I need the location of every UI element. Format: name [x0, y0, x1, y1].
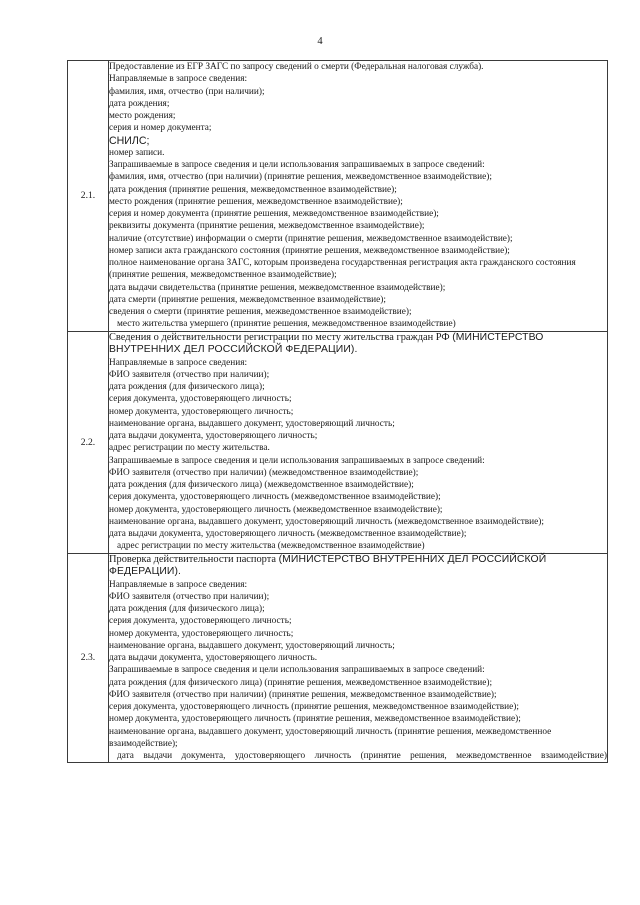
item-title-agency: (МИНИСТЕРСТВО ВНУТРЕННИХ ДЕЛ РОССИЙСКОЙ ФЕДЕРАЦИИ). — [109, 553, 547, 577]
item-line: дата рождения; — [109, 98, 170, 109]
item-number: 2.2. — [68, 331, 109, 553]
item-line: дата выдачи документа, удостоверяющего личность (принятие решения, межведомственное взаимодействие) — [117, 751, 607, 761]
item-line: номер записи акта гражданского состояния (принятие решения, межведомственное взаимодействие); — [109, 245, 510, 256]
item-line: Направляемые в запросе сведения: — [109, 74, 248, 85]
item-line: дата выдачи документа, удостоверяющего личность (межведомственное взаимодействие); — [109, 529, 467, 539]
item-line: наименование органа, выдавшего документ, удостоверяющий личность (принятие решения, межведомственное взаимодействие); — [109, 726, 552, 749]
item-line: дата выдачи свидетельства (принятие решения, межведомственное взаимодействие); — [109, 282, 446, 293]
requirements-table — [67, 60, 608, 763]
item-line: ФИО заявителя (отчество при наличии); — [109, 591, 270, 602]
page-number: 4 — [317, 36, 323, 47]
item-line: Предоставление из ЕГР ЗАГС по запросу сведений о смерти (Федеральная налоговая служба). — [109, 62, 484, 72]
item-content — [109, 553, 608, 763]
item-line: адрес регистрации по месту жительства. — [109, 443, 270, 454]
item-line: номер документа, удостоверяющего личность; — [109, 406, 294, 417]
item-line: дата рождения (принятие решения, межведомственное взаимодействие); — [109, 184, 397, 195]
item-line: номер документа, удостоверяющего личность (межведомственное взаимодействие); — [109, 504, 443, 515]
item-line: ФИО заявителя (отчество при наличии) (принятие решения, межведомственное взаимодействие); — [109, 689, 497, 700]
item-number: 2.1. — [68, 61, 109, 332]
item-line: место жительства умершего (принятие решения, межведомственное взаимодействие) — [117, 319, 456, 330]
item-line: ФИО заявителя (отчество при наличии) (межведомственное взаимодействие); — [109, 467, 419, 478]
item-line: Запрашиваемые в запросе сведения и цели использования запрашиваемых в запросе сведений: — [109, 665, 485, 676]
table-row — [68, 61, 608, 332]
item-line: Запрашиваемые в запросе сведения и цели использования запрашиваемых в запросе сведений: — [109, 455, 485, 466]
item-line: дата рождения (для физического лица) (принятие решения, межведомственное взаимодействие); — [109, 677, 493, 688]
item-line: наличие (отсутствие) информации о смерти (принятие решения, межведомственное взаимодействие); — [109, 233, 513, 244]
item-line: место рождения; — [109, 111, 176, 121]
item-line: наименование органа, выдавшего документ, удостоверяющий личность; — [109, 640, 395, 651]
item-line: Направляемые в запросе сведения: — [109, 579, 248, 590]
item-line: сведения о смерти (принятие решения, межведомственное взаимодействие); — [109, 307, 412, 317]
item-line: серия документа, удостоверяющего личность; — [109, 616, 292, 627]
item-line: фамилия, имя, отчество (при наличии) (принятие решения, межведомственное взаимодействие); — [109, 172, 492, 183]
item-line: реквизиты документа (принятие решения, межведомственное взаимодействие); — [109, 221, 425, 232]
item-line: дата рождения (для физического лица) (межведомственное взаимодействие); — [109, 480, 414, 490]
item-line: номер документа, удостоверяющего личность (принятие решения, межведомственное взаимодействие); — [109, 714, 521, 725]
item-line: серия и номер документа; — [109, 123, 212, 134]
item-number: 2.3. — [68, 553, 109, 763]
item-title — [109, 554, 607, 579]
item-line: дата рождения (для физического лица); — [109, 604, 265, 614]
item-line: номер записи. — [109, 147, 165, 158]
item-line: серия документа, удостоверяющего личность (принятие решения, межведомственное взаимодействие); — [109, 702, 519, 712]
item-line: фамилия, имя, отчество (при наличии); — [109, 86, 265, 97]
item-line: серия и номер документа (принятие решения, межведомственное взаимодействие); — [109, 209, 439, 219]
item-line: дата выдачи документа, удостоверяющего личность. — [109, 653, 318, 663]
item-line: серия документа, удостоверяющего личность; — [109, 394, 292, 405]
item-line: номер документа, удостоверяющего личность; — [109, 628, 294, 639]
item-line: СНИЛС; — [109, 134, 150, 147]
table-row — [68, 553, 608, 763]
item-line: место рождения (принятие решения, межведомственное взаимодействие); — [109, 196, 403, 207]
item-line: дата рождения (для физического лица); — [109, 382, 265, 392]
item-title — [109, 332, 607, 357]
item-content — [109, 331, 608, 553]
item-line: адрес регистрации по месту жительства (межведомственное взаимодействие) — [117, 541, 425, 552]
item-line: Направляемые в запросе сведения: — [109, 357, 248, 368]
item-content — [109, 61, 608, 332]
item-title-agency: (МИНИСТЕРСТВО ВНУТРЕННИХ ДЕЛ РОССИЙСКОЙ ФЕДЕРАЦИИ). — [109, 331, 544, 355]
requirements-table-body — [68, 61, 608, 763]
item-title-text: Сведения о действительности регистрации по месту жительства граждан РФ — [109, 331, 453, 343]
item-line: Запрашиваемые в запросе сведения и цели использования запрашиваемых в запросе сведений: — [109, 160, 485, 170]
item-line: наименование органа, выдавшего документ, удостоверяющий личность (межведомственное взаимодействие); — [109, 516, 544, 527]
item-line: дата выдачи документа, удостоверяющего личность; — [109, 431, 318, 441]
item-line: наименование органа, выдавшего документ, удостоверяющий личность; — [109, 418, 395, 429]
item-line: серия документа, удостоверяющего личность (межведомственное взаимодействие); — [109, 492, 441, 503]
table-row — [68, 331, 608, 553]
item-title-text: Проверка действительности паспорта — [109, 553, 279, 565]
item-line: ФИО заявителя (отчество при наличии); — [109, 369, 270, 380]
item-line: дата смерти (принятие решения, межведомственное взаимодействие); — [109, 294, 386, 305]
item-line: полное наименование органа ЗАГС, которым произведена государственная регистрация акта гражданского состояния (принятие решения, межведомственное взаимодействие); — [109, 258, 576, 281]
